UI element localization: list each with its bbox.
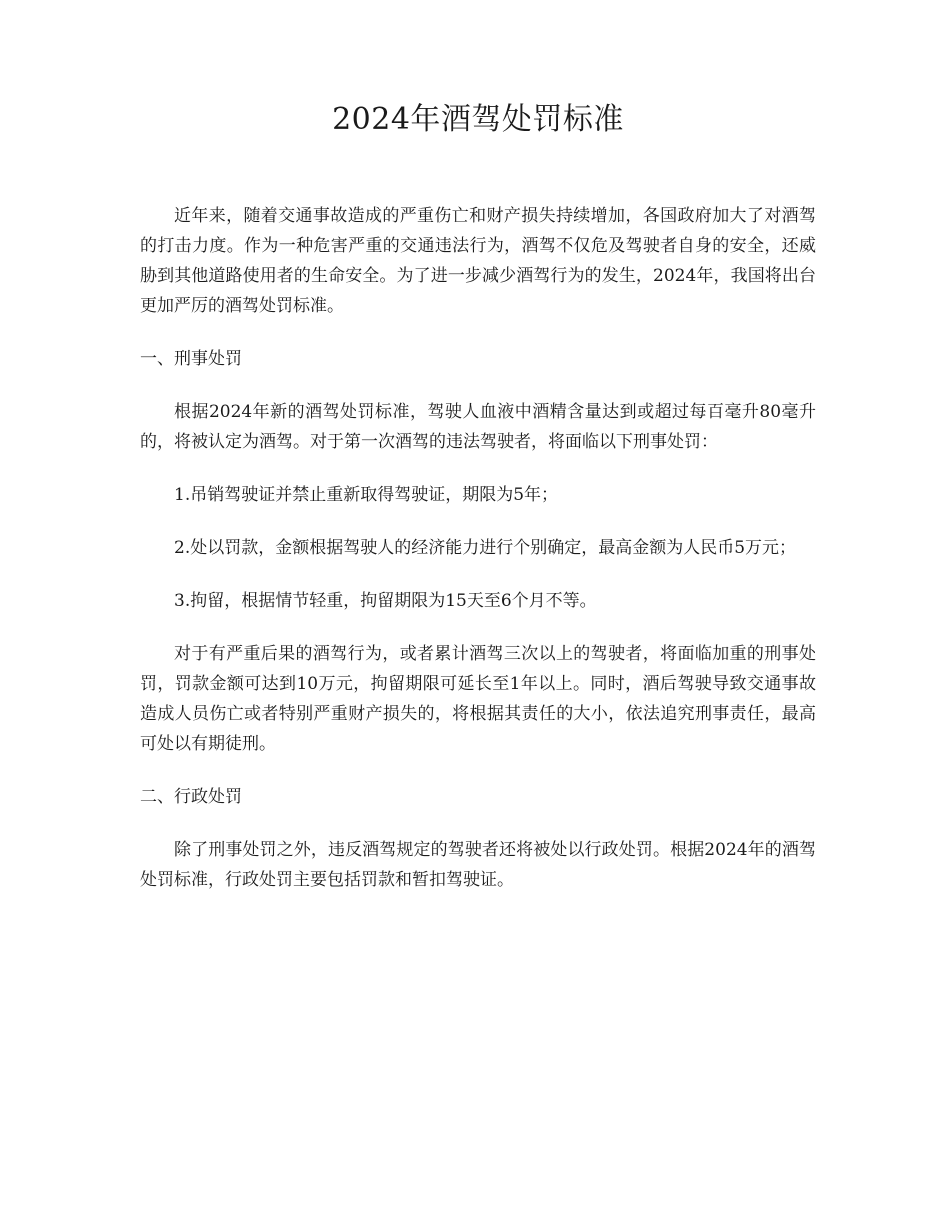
criminal-list-item-1: 1.吊销驾驶证并禁止重新取得驾驶证，期限为5年；	[174, 485, 559, 505]
intro-paragraph: 近年来，随着交通事故造成的严重伤亡和财产损失持续增加，各国政府加大了对酒驾的打击力度。作为一种危害严重的交通违法行为，酒驾不仅危及驾驶者自身的安全，还威胁到其他道路使用者的生命安全。为了进一步减少酒驾行为的发生，2024年，我国将出台更加严厉的酒驾处罚标准。	[140, 206, 816, 316]
criminal-list-item-3: 3.拘留，根据情节轻重，拘留期限为15天至6个月不等。	[174, 591, 597, 611]
document-title: 2024年酒驾处罚标准	[332, 102, 624, 137]
criminal-list-item-2: 2.处以罚款，金额根据驾驶人的经济能力进行个别确定，最高金额为人民币5万元；	[174, 538, 797, 558]
document-body	[140, 95, 816, 918]
criminal-paragraph-2: 对于有严重后果的酒驾行为，或者累计酒驾三次以上的驾驶者，将面临加重的刑事处罚，罚款金额可达到10万元，拘留期限可延长至1年以上。同时，酒后驾驶导致交通事故造成人员伤亡或者特别严重财产损失的，将根据其责任的大小，依法追究刑事责任，最高可处以有期徒刑。	[140, 644, 816, 754]
section-heading-administrative: 二、行政处罚	[140, 787, 242, 807]
section-heading-criminal: 一、刑事处罚	[140, 349, 242, 369]
criminal-paragraph-1: 根据2024年新的酒驾处罚标准，驾驶人血液中酒精含量达到或超过每百毫升80毫升的，将被认定为酒驾。对于第一次酒驾的违法驾驶者，将面临以下刑事处罚：	[140, 402, 816, 452]
administrative-paragraph-1: 除了刑事处罚之外，违反酒驾规定的驾驶者还将被处以行政处罚。根据2024年的酒驾处罚标准，行政处罚主要包括罚款和暂扣驾驶证。	[140, 840, 816, 890]
